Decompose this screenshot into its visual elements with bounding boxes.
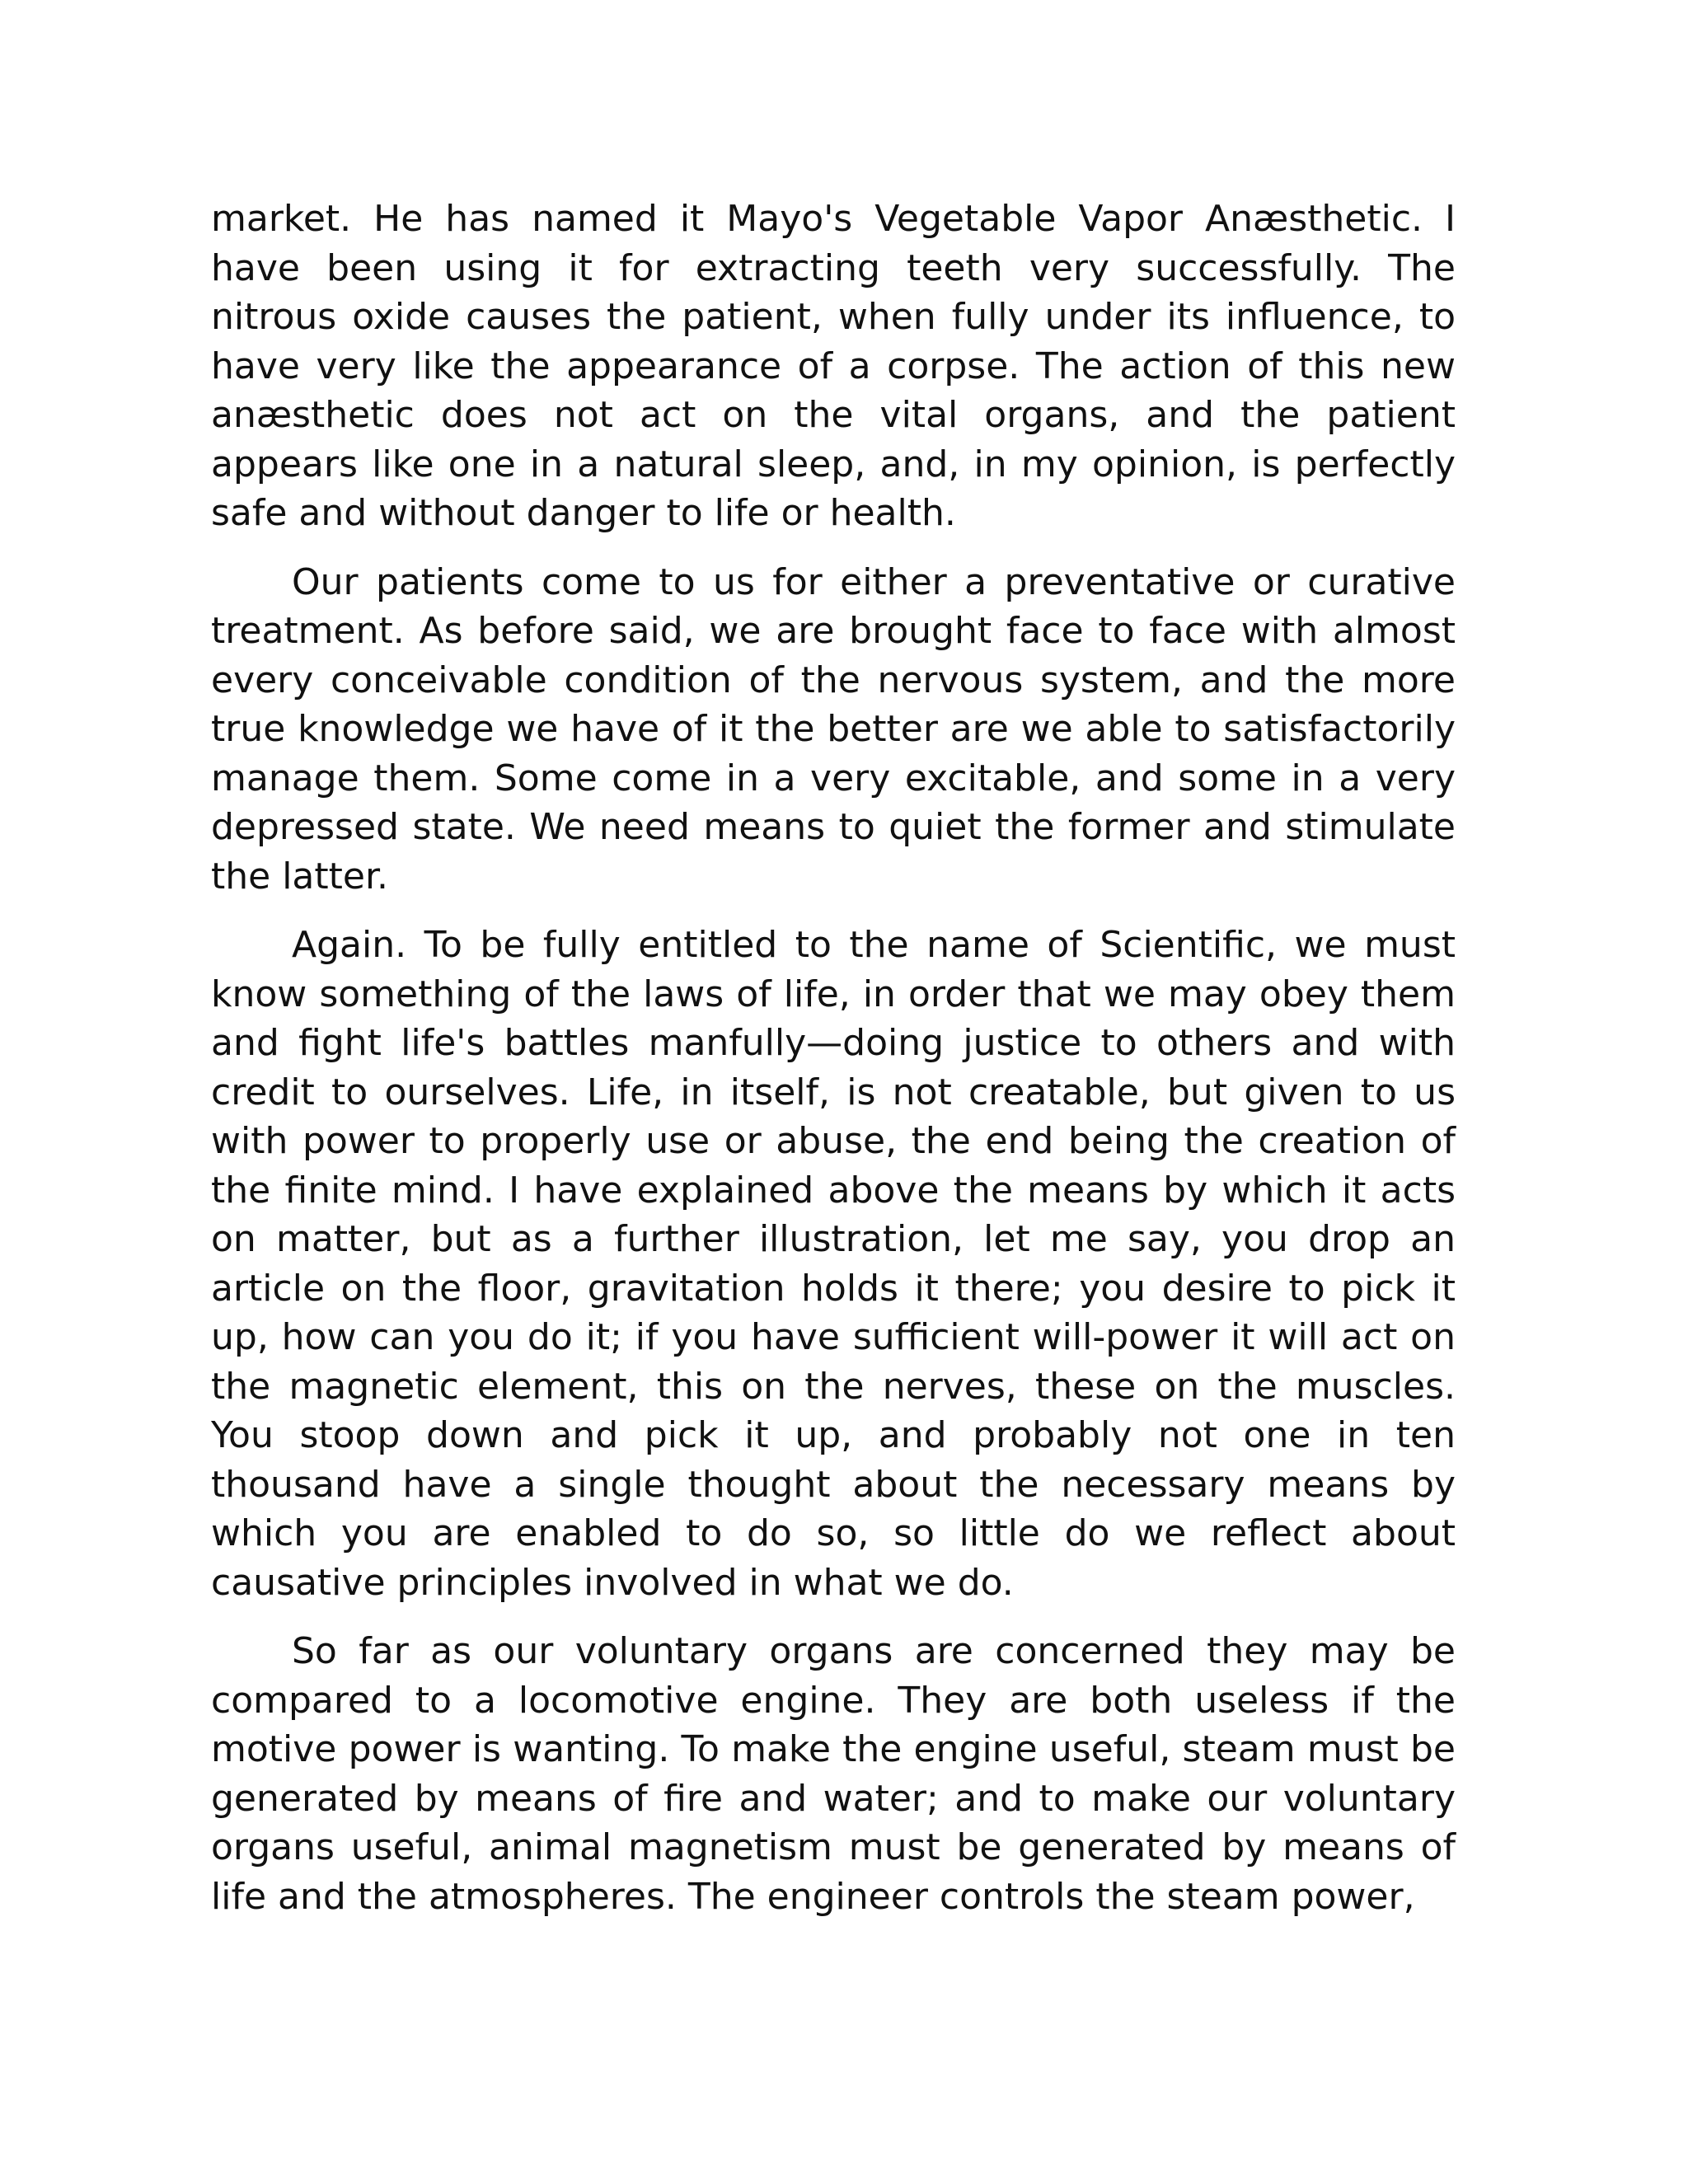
paragraph-1: market. He has named it Mayo's Vegetable Vapor Anæsthetic. I have been using it for extracting teeth very successfully. The nitrous oxide causes the patient, when fully under its influence, to have very like the appearance of a corpse. The action of this new anæsthetic does not act on the vital organs, and the patient appears like one in a natural sleep, and, in my opinion, is perfectly safe and without danger to life or health. — [211, 198, 1456, 534]
paragraph-2: Our patients come to us for either a preventative or curative treatment. As before said, we are brought face to face with almost every conceivable condition of the nervous system, and the more true knowledge we have of it the better are we able to satisfactorily manage them. Some come in a very excitable, and some in a very depressed state. We need means to quiet the former and stimulate the latter. — [211, 560, 1456, 898]
page-body — [211, 194, 1456, 1941]
paragraph-3: Again. To be fully entitled to the name of Scientific, we must know something of the laws of life, in order that we may obey them and fight life's battles manfully—doing justice to others and with credit to ourselves. Life, in itself, is not creatable, but given to us with power to properly use or abuse, the end being the creation of the finite mind. I have explained above the means by which it acts on matter, but as a further illustration, let me say, you drop an article on the floor, gravitation holds it there; you desire to pick it up, how can you do it; if you have sufficient will-power it will act on the magnetic element, this on the nerves, these on the muscles. You stoop down and pick it up, and probably not one in ten thousand have a single thought about the necessary means by which you are enabled to do so, so little do we reflect about causative principles involved in what we do. — [211, 924, 1456, 1604]
paragraph-4: So far as our voluntary organs are concerned they may be compared to a locomotive engine. They are both useless if the motive power is wanting. To make the engine useful, steam must be generated by means of fire and water; and to make our voluntary organs useful, animal magnetism must be generated by means of life and the atmospheres. The engineer controls the steam power, — [211, 1630, 1456, 1918]
